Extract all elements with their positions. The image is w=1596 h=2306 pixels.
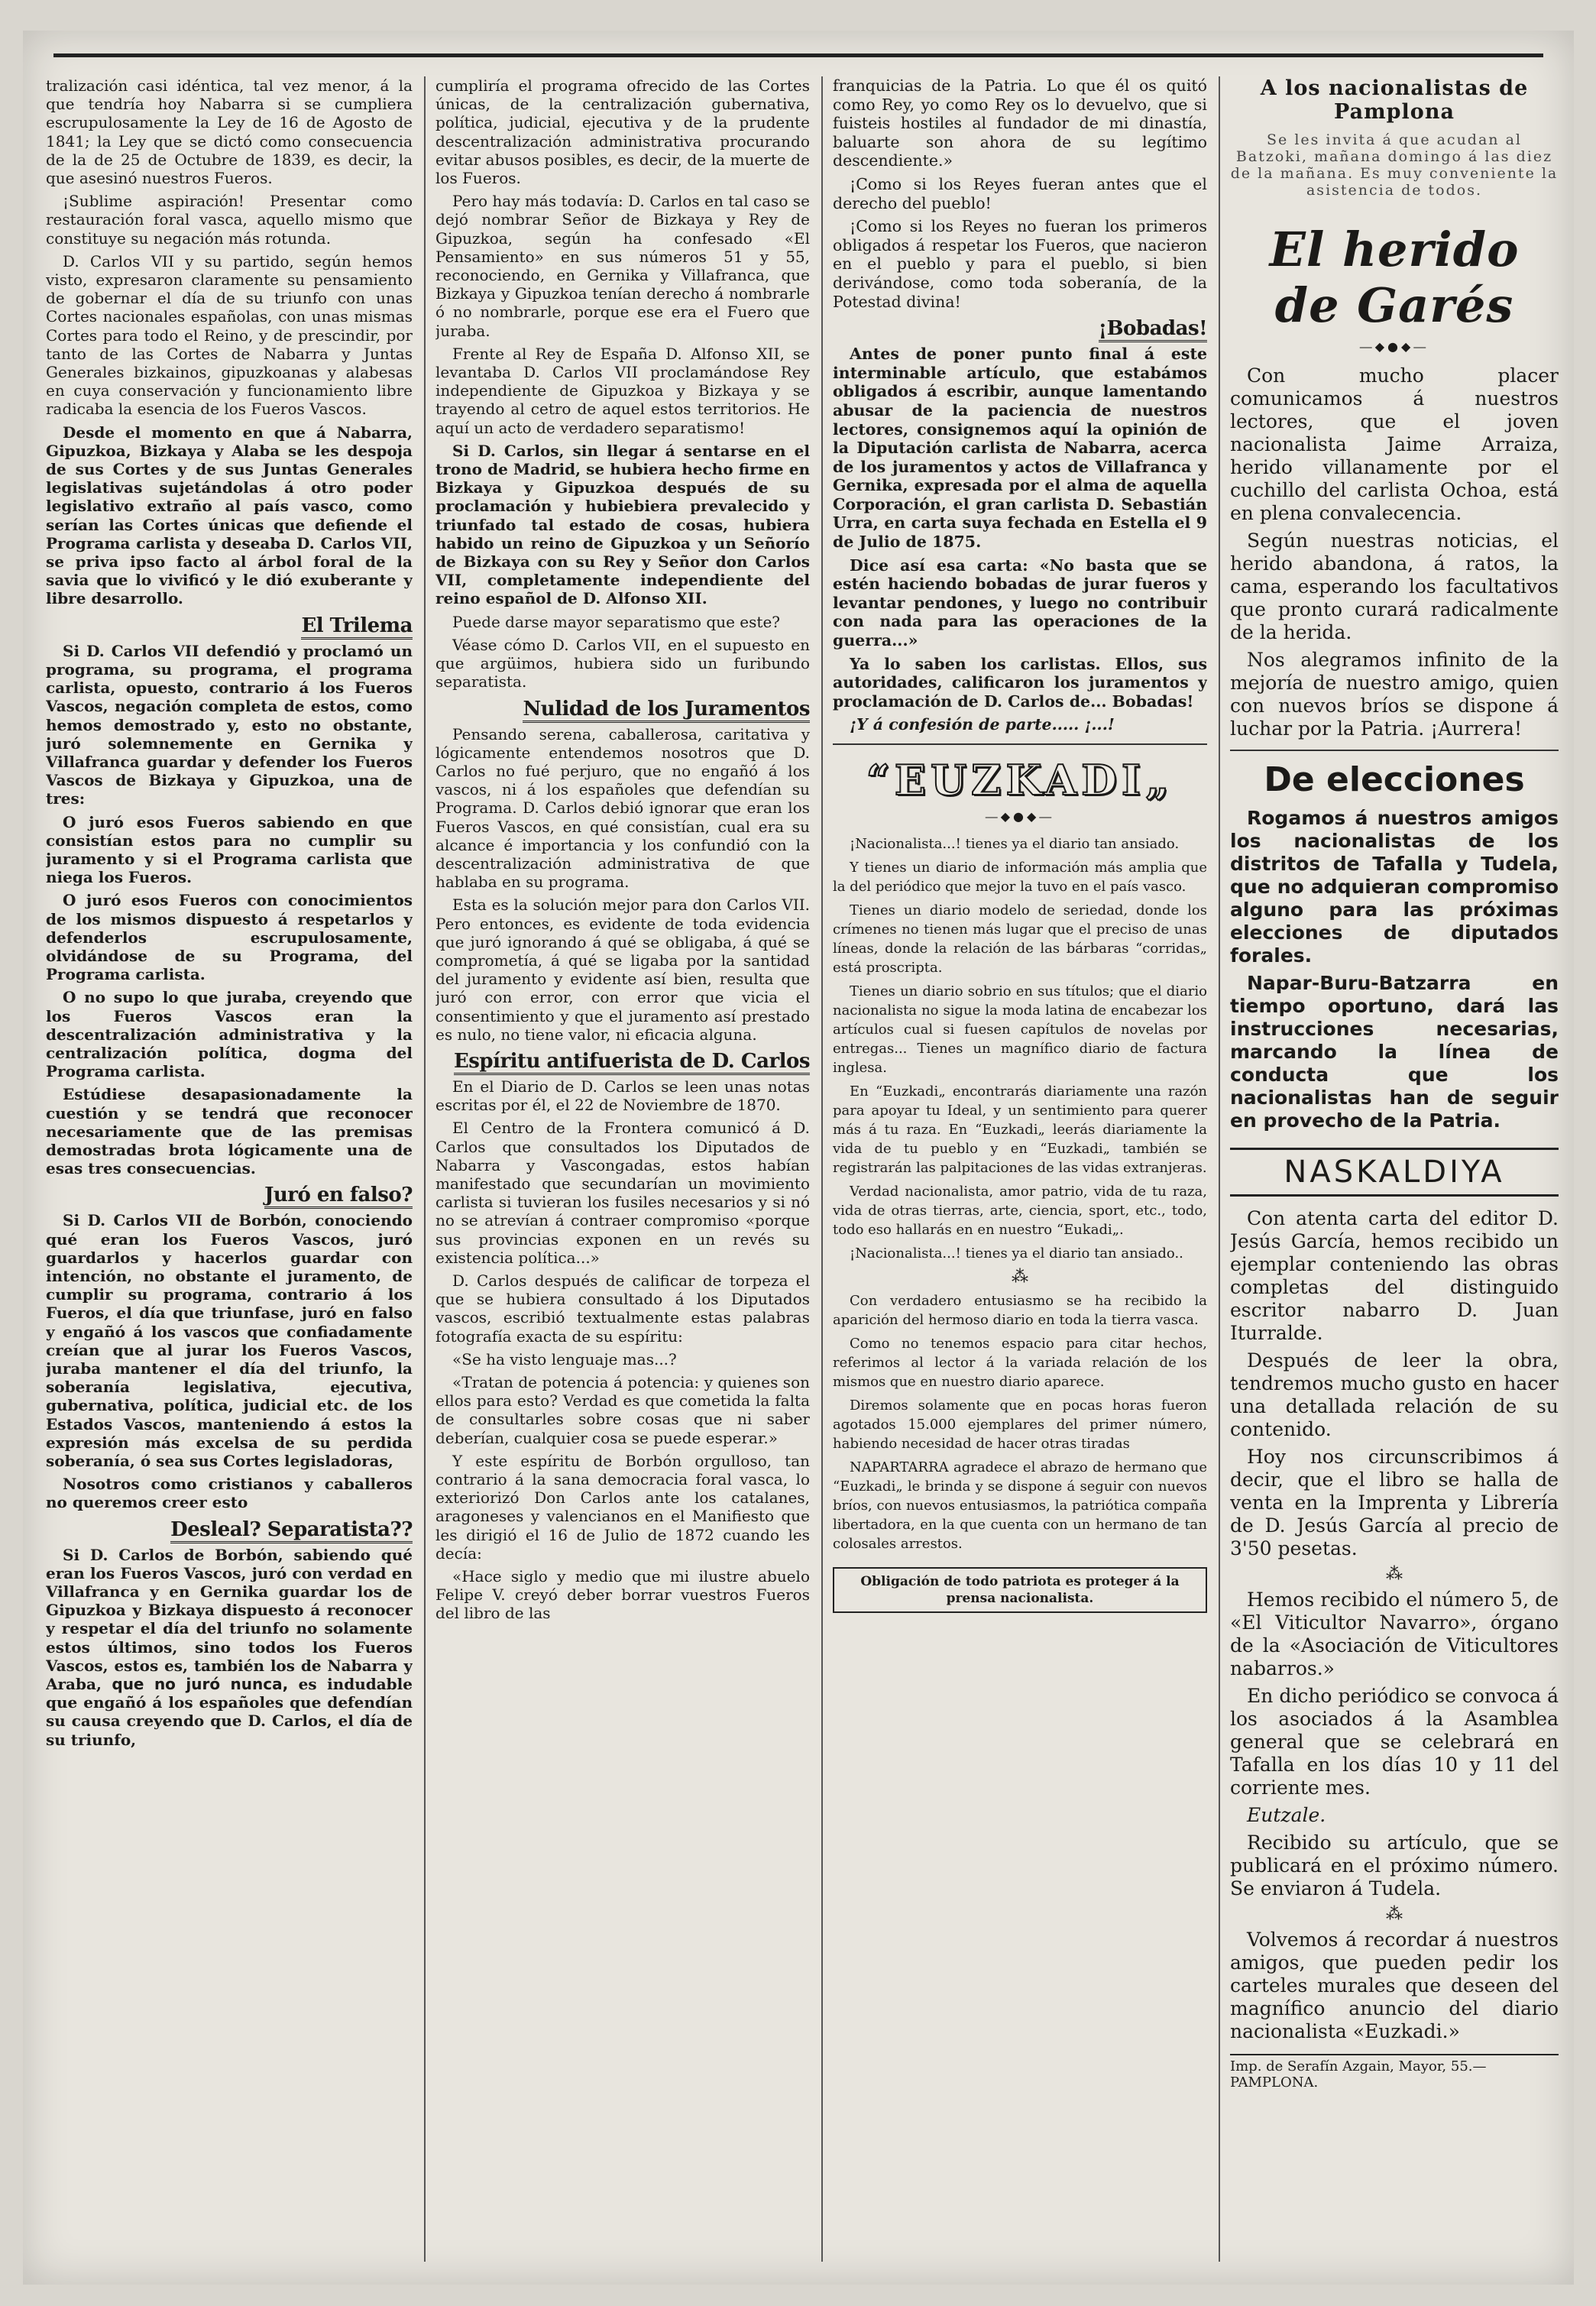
paragraph: Hoy nos circunscribimos á decir, que el libro se halla de venta en la Imprenta y Librería de D. Jesús García al precio de 3'50 pesetas. bbox=[1230, 1446, 1559, 1559]
paragraph: «Tratan de potencia á potencia: y quienes son ellos para esto? Verdad es que cometida la falta de consultarles sobre cosas que ni saber deberían, cualquier cosa se puede esperar.» bbox=[435, 1373, 810, 1447]
paragraph: En “Euzkadi„ encontrarás diariamente una razón para apoyar tu Ideal, y un sentimiento para querer más á tu raza. En “Euzkadi„ leerás diariamente la vida de tu pueblo y en “Euzkadi„ también se registrarán las palpitaciones de las vidas extranjeras. bbox=[833, 1083, 1207, 1176]
paragraph: Recibido su artículo, que se publicará en el próximo número. Se enviaron á Tudela. bbox=[1230, 1832, 1559, 1900]
paragraph: Si D. Carlos VII de Borbón, conociendo qué eran los Fueros Vascos, juró guardarlos y hacerlos guardar con intención, no obstante el juramento, de cumplir su programa, contrario á los Fueros, el día que triunfase, juró en falso y engañó á los vascos que confiadamente creían que al jurar los Fueros Vascos, juraba mantener el día del triunfo, la soberanía legislativa, ejecutiva, gubernativa, política, judicial etc. de los Estados Vascos, manteniendo á estos la expresión más excelsa de su perdida soberanía, ó sea sus Cortes legisladoras, bbox=[46, 1211, 413, 1471]
paragraph: Y tienes un diario de información más amplia que la del periódico que mejor la tuvo en el país vasco. bbox=[833, 860, 1207, 895]
paragraph: Pero hay más todavía: D. Carlos en tal caso se dejó nombrar Señor de Bizkaya y Rey de Gipuzkoa, según ha confesado «El Pensamiento» en sus números 51 y 55, reconociendo, en Gernika y Villafranca, que Bizkaya y Gipuzkoa tenían derecho á nombrarle ó no nombrarle, porque ese era el Fuero que juraba. bbox=[435, 192, 810, 340]
paragraph: ¡Nacionalista...! tienes ya el diario tan ansiado. bbox=[850, 836, 1180, 852]
paragraph: Después de leer la obra, tendremos mucho gusto en hacer una detallada relación de su contenido. bbox=[1230, 1349, 1559, 1440]
paragraph: Con mucho placer comunicamos á nuestros lectores, que el joven nacionalista Jaime Arraiza, herido villanamente por el cuchillo del carlista Ochoa, está en plena convalecencia. bbox=[1230, 364, 1559, 524]
column-1 bbox=[46, 76, 413, 2262]
paragraph: Pensando serena, caballerosa, caritativa y lógicamente entendemos nosotros que D. Carlos no fué perjuro, que no engañó á los vascos, ni á los españoles que defendían su Programa. D. Carlos debió ignorar que eran los Fueros Vascos, en qué consistían, cual era su alcance é importancia y los confundió con la descentralización administrativa de que hablaba en su programa. bbox=[435, 724, 810, 892]
article-title: El herido de Garés bbox=[1269, 222, 1520, 333]
paragraph: O juró esos Fueros con conocimientos de los mismos dispuesto á respetarlos y defenderlos escrupulosamente, olvidándose de su Programa, del Programa carlista. bbox=[46, 891, 413, 984]
paragraph: Rogamos á nuestros amigos los nacionalistas de los distritos de Tafalla y Tudela, que no adquieran compromiso alguno para las próximas elecciones de diputados forales. bbox=[1230, 807, 1559, 967]
paragraph: ¡Y á confesión de parte..... ¡...! bbox=[850, 715, 1115, 734]
paragraph: Esta es la solución mejor para don Carlos VII. Pero entonces, es evidente de toda evidencia que juró ignorando á qué se obligaba, á qué se comprometía, á qué se ligaba por la santidad del juramento y evidente así bien, resulta que juró con error, con error que vicia el consentimiento y que el juramento así prestado es nulo, no tiene valor, ni eficacia alguna. bbox=[435, 896, 810, 1044]
paragraph: «Hace siglo y medio que mi ilustre abuelo Felipe V. creyó deber borrar vuestros Fueros del libro de las bbox=[435, 1567, 810, 1623]
section-heading: Espíritu antifuerista de D. Carlos bbox=[435, 1050, 810, 1073]
notice-body: Se les invita á que acudan al Batzoki, mañana domingo á las diez de la mañana. Es muy conveniente la asistencia de todos. bbox=[1230, 131, 1559, 199]
ornament: ―◆●◆― bbox=[1359, 339, 1429, 354]
paragraph: En el Diario de D. Carlos se leen unas notas escritas por él, el 22 de Noviembre de 1870. bbox=[435, 1077, 810, 1115]
section-heading: ¡Bobadas! bbox=[833, 317, 1207, 340]
paragraph: Tienes un diario modelo de seriedad, donde los crímenes no tienen más lugar que el preciso de unas líneas, donde la relación de las bárbaras “corridas„ está proscripta. bbox=[833, 902, 1207, 976]
column-3 bbox=[833, 76, 1207, 2262]
top-rule bbox=[53, 53, 1543, 57]
section-heading: Desleal? Separatista?? bbox=[46, 1518, 413, 1541]
paragraph: Ya lo saben los carlistas. Ellos, sus autoridades, calificaron los juramentos y proclamación de D. Carlos de... Bobadas! bbox=[833, 654, 1207, 711]
column-rule bbox=[424, 76, 426, 2262]
paragraph: Diremos solamente que en pocas horas fueron agotados 15.000 ejemplares del primer número, habiendo necesidad de hacer otras tiradas bbox=[833, 1398, 1207, 1452]
notice-title: A los nacionalistas de Pamplona bbox=[1260, 76, 1529, 124]
boxed-notice: Obligación de todo patriota es proteger á la prensa nacionalista. bbox=[833, 1567, 1207, 1613]
paragraph: Dice así esa carta: «No basta que se estén haciendo bobadas de jurar fueros y levantar pendones, y luego no contribuir con nada para las operaciones de la guerra...» bbox=[833, 555, 1207, 650]
paragraph: Con verdadero entusiasmo se ha recibido la aparición del hermoso diario en toda la tierra vasca. bbox=[833, 1293, 1207, 1328]
paragraph: Como no tenemos espacio para citar hechos, referimos al lector á la variada relación de los mismos que en nuestro diario aparece. bbox=[833, 1336, 1207, 1390]
paragraph: Hemos recibido el número 5, de «El Viticultor Navarro», órgano de la «Asociación de Viticultores nabarros.» bbox=[1230, 1589, 1559, 1679]
paragraph: Verdad nacionalista, amor patrio, vida de tu raza, vida de otras tierras, arte, ciencia, sport, etc., todo, todo eso hallarás en en nuestro “Eukadi„. bbox=[833, 1184, 1207, 1238]
section-heading: Nulidad de los Juramentos bbox=[435, 698, 810, 721]
paragraph: ¡Nacionalista...! tienes ya el diario tan ansiado.. bbox=[850, 1245, 1183, 1261]
paragraph: Puede darse mayor separatismo que este? bbox=[452, 612, 781, 631]
paragraph: ¡Como si los Reyes no fueran los primeros obligados á respetar los Fueros, que nacieron en el pueblo y para el pueblo, si bien derivándose, como toda soberanía, de la Potestad divina! bbox=[833, 217, 1207, 311]
newspaper-page bbox=[23, 31, 1574, 2285]
euzkadi-title: “EUZKADI„ bbox=[866, 756, 1174, 805]
paragraph: Eutzale. bbox=[1247, 1804, 1326, 1826]
paragraph: Frente al Rey de España D. Alfonso XII, se levantaba D. Carlos VII proclamándose Rey independiente de Gipuzkoa y Bizkaya y se trayendo al cetro de aquel estos territorios. He aquí un acto de verdadero separatismo! bbox=[435, 344, 810, 437]
paragraph: ¡Sublime aspiración! Presentar como restauración foral vasca, aquello mismo que constituye su negación más rotunda. bbox=[46, 192, 413, 248]
paragraph: ¡Como si los Reyes fueran antes que el derecho del pueblo! bbox=[833, 174, 1207, 212]
section-heading: Juró en falso? bbox=[46, 1184, 413, 1206]
paragraph: Nosotros como cristianos y caballeros no queremos creer esto bbox=[46, 1475, 413, 1512]
paragraph: Si D. Carlos VII defendió y proclamó un programa, su programa, el programa carlista, opuesto, contrario á los Fueros Vascos, negación completa de estos, como hemos demostrado y, esto no obstante, juró solemnemente en Gernika y Villafranca guardar y defender los Fueros Vascos de Bizkaya y Gipuzkoa, una de tres: bbox=[46, 641, 413, 808]
paragraph: O no supo lo que juraba, creyendo que los Fueros Vascos eran la descentralización administrativa y la centralización política, dogma del Programa carlista. bbox=[46, 988, 413, 1081]
paragraph: «Se ha visto lenguaje mas...? bbox=[452, 1349, 677, 1368]
paragraph: franquicias de la Patria. Lo que él os quitó como Rey, yo como Rey os lo devuelvo, que si fuisteis hostiles al fundador de mi dinastía, baluarte son ahora de su legítimo descendiente.» bbox=[833, 76, 1207, 170]
divider bbox=[1230, 750, 1559, 751]
paragraph: Napar-Buru-Batzarra en tiempo oportuno, dará las instrucciones necesarias, marcando la línea de conducta que los nacionalistas han de seguir en provecho de la Patria. bbox=[1230, 972, 1559, 1132]
paragraph: O juró esos Fueros sabiendo en que consistían estos para no cumplir su juramento y si el Programa carlista que niega los Fueros. bbox=[46, 812, 413, 887]
paragraph: Estúdiese desapasionadamente la cuestión y se tendrá que reconocer necesariamente que de las premisas demostradas brota lógicamente una de esas tres consecuencias. bbox=[46, 1085, 413, 1178]
asterism: ⁂ bbox=[1386, 1905, 1403, 1924]
paragraph: Antes de poner punto final á este interminable artículo, que estabámos obligados á escribir, aunque lamentando abusar de la paciencia de nuestros lectores, consignemos aquí la opinión de la Diputación carlista de Nabarra, acerca de los juramentos y actos de Villafranca y Gernika, expresada por el alma de aquella Corporación, el gran carlista D. Sebastián Urra, en carta suya fechada en Estella el 9 de Julio de 1875. bbox=[833, 345, 1207, 552]
article-title: NASKALDIYA bbox=[1230, 1148, 1559, 1197]
paragraph: Volvemos á recordar á nuestros amigos, que pueden pedir los carteles murales que deseen del magnífico anuncio del diario nacionalista «Euzkadi.» bbox=[1230, 1929, 1559, 2042]
divider bbox=[833, 743, 1207, 745]
paragraph: D. Carlos después de calificar de torpeza el que se hubiera consultado á los Diputados vascos, escribió textualmente estas palabras fotografía exacta de su espíritu: bbox=[435, 1271, 810, 1346]
imprint: Imp. de Serafín Azgain, Mayor, 55.—PAMPLONA. bbox=[1230, 2054, 1559, 2091]
section-heading: El Trilema bbox=[46, 614, 413, 637]
paragraph: Véase cómo D. Carlos VII, en el supuesto en que argüimos, hubiera sido un furibundo separatista. bbox=[435, 635, 810, 691]
paragraph: Si D. Carlos, sin llegar á sentarse en el trono de Madrid, se hubiera hecho firme en Bizkaya y Gipuzkoa después de su proclamación y hubiebiera prevalecido y triunfado tal estado de cosas, hubiera habido un reino de Gipuzkoa y un Señorío de Bizkaya con su Rey y Señor don Carlos VII, completamente independiente del reino español de D. Alfonso XII. bbox=[435, 441, 810, 608]
column-rule bbox=[1219, 76, 1220, 2262]
paragraph: En dicho periódico se convoca á los asociados á la Asamblea general que se celebrará en Tafalla en los días 10 y 11 del corriente mes. bbox=[1230, 1685, 1559, 1799]
paragraph: El Centro de la Frontera comunicó á D. Carlos que consultados los Diputados de Nabarra y Vascongadas, estos habían manifestado que secundarían un movimiento carlista si tuvieran los fusiles necesarios y si nó no se atrevían á contraer compromiso «porque sus provincias exponen en un revés su existencia política...» bbox=[435, 1119, 810, 1267]
paragraph: Si D. Carlos de Borbón, sabiendo qué eran los Fueros Vascos, juró con verdad en Villafranca y en Gernika guardar los de Gipuzkoa y Bizkaya dispuesto á reconocer y respetar el día del triunfo no solamente estos últimos, sino todos los Fueros Vascos, estos es, también los de Nabarra y Araba, que no juró nunca, es indudable que engañó á los españoles que defendían su causa creyendo que D. Carlos, el día de su triunfo, bbox=[46, 1545, 413, 1749]
paragraph: tralización casi idéntica, tal vez menor, á la que tendría hoy Nabarra si se cumpliera escrupulosamente la Ley de 16 de Agosto de 1841; la Ley que se dictó como consecuencia de la de 25 de Octubre de 1839, es decir, la que asesinó nuestros Fueros. bbox=[46, 76, 413, 188]
asterism: ⁂ bbox=[1012, 1268, 1028, 1287]
article-title: De elecciones bbox=[1264, 760, 1525, 799]
euzkadi-article bbox=[833, 834, 1207, 1553]
paragraph: Nos alegramos infinito de la mejoría de nuestro amigo, quien con nuevos bríos se dispone á luchar por la Patria. ¡Aurrera! bbox=[1230, 649, 1559, 740]
paragraph: Con atenta carta del editor D. Jesús García, hemos recibido un ejemplar conteniendo las obras completas del distinguido escritor nabarro D. Juan Iturralde. bbox=[1230, 1207, 1559, 1344]
paragraph: NAPARTARRA agradece el abrazo de hermano que “Euzkadi„ le brinda y se dispone á seguir con nuevos bríos, con nuevos entusiasmos, la patriótica compaña libertadora, en la que cuenta con un hermano de tan colosales arrestos. bbox=[833, 1459, 1207, 1552]
paragraph: Y este espíritu de Borbón orgulloso, tan contrario á la sana democracia foral vasca, lo exteriorizó Don Carlos ante los catalanes, aragoneses y valencianos en el Manifiesto que les dirigió el 16 de Julio de 1872 cuando les decía: bbox=[435, 1451, 810, 1563]
asterism: ⁂ bbox=[1386, 1565, 1403, 1584]
paragraph: D. Carlos VII y su partido, según hemos visto, expresaron claramente su pensamiento de gobernar el día de su triunfo con unas Cortes nacionales españolas, con unas mismas Cortes para todo el Reino, y de prescindir, por tanto de las Cortes de Nabarra y Juntas Generales bizkainos, gipuzkoanas y alabesas en cuya conservación y funcionamiento libre radicaba la esencia de los Fueros Vascos. bbox=[46, 251, 413, 419]
column-2 bbox=[435, 76, 810, 2262]
paragraph: Desde el momento en que á Nabarra, Gipuzkoa, Bizkaya y Alaba se les despoja de sus Cortes y de sus Juntas Generales legislativas sujetándolas á otro poder legislativo extraño al país vasco, como serían las Cortes únicas que defiende el Programa carlista y deseaba D. Carlos VII, se priva ipso facto al árbol foral de la savia que lo vivificó y le dió exuberante y libre desarrollo. bbox=[46, 423, 413, 608]
paragraph: cumpliría el programa ofrecido de las Cortes únicas, de la centralización gubernativa, política, judicial, ejecutiva y de la prudente descentralización administrativa procurando evitar abusos posibles, es decir, de la muerte de los Fueros. bbox=[435, 76, 810, 188]
column-4 bbox=[1230, 76, 1559, 2262]
paragraph: Según nuestras noticias, el herido abandona, á ratos, la cama, esperando los facultativos que pronto curará radicalmente de la herida. bbox=[1230, 530, 1559, 643]
column-rule bbox=[821, 76, 823, 2262]
paragraph: Tienes un diario sobrio en sus títulos; que el diario nacionalista no sigue la moda latina de encabezar los artículos cual si fuesen capítulos de novelas por entregas... Tienes un magnífico diario de factura inglesa. bbox=[833, 983, 1207, 1076]
ornament: ―◆●◆― bbox=[985, 809, 1055, 824]
